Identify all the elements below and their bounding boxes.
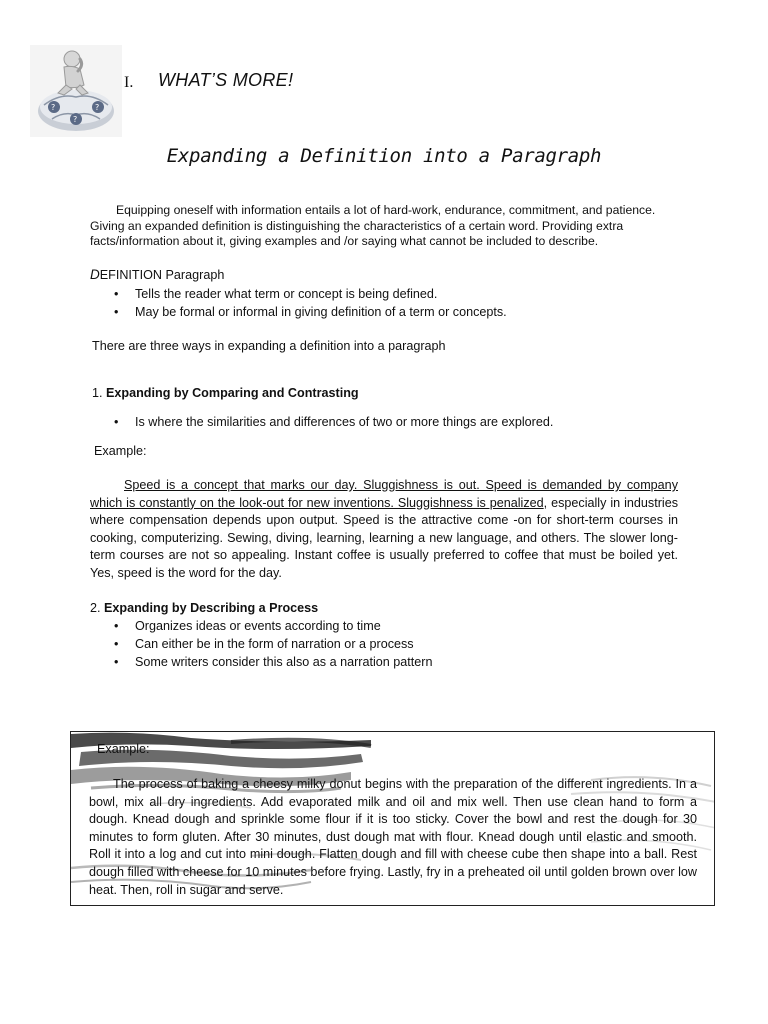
section-numeral: I. (124, 74, 134, 91)
document-title: Expanding a Definition into a Paragraph (166, 145, 602, 167)
list-item: • Can either be in the form of narration or a process (90, 635, 690, 653)
definition-heading (90, 266, 224, 284)
intro-paragraph (90, 203, 680, 250)
ways-intro-line: There are three ways in expanding a definition into a paragraph (92, 339, 446, 353)
example2-label: Example: (97, 742, 150, 756)
example1-underlined-text: Speed is a concept that marks our day. Sluggishness is out. Speed is demanded by company which is constantly on the look-out for new inventions. Sluggishness is penalized (90, 478, 678, 510)
example1-label: Example: (94, 444, 147, 458)
example1-rest-text: , especially in industries where compensation depends upon output. Speed is the attractive come -on for short-term courses in cooking, computerizing. Sewing, diving, learning, learning a new language, and others. The slower long-term courses are not so appealing. Instant coffee is usually preferred to coffee that must be boiled yet. Yes, speed is the word for the day. (90, 495, 678, 580)
example1-paragraph (90, 477, 678, 583)
section1-number: 1. (92, 386, 103, 400)
example2-box (70, 731, 715, 906)
list-item: • Is where the similarities and differences of two or more things are explored. (90, 413, 690, 431)
svg-text:?: ? (95, 103, 100, 112)
section2-number: 2. (90, 601, 101, 615)
intro-text: Equipping oneself with information entails a lot of hard-work, endurance, commitment, and patience. Giving an expanded definition is distinguishing the characteristics of a certain word. Providing extra facts/information about it, giving examples and /or saying what cannot be included to describe. (90, 203, 656, 248)
section2-bullet-list (90, 617, 690, 671)
example2-text: The process of baking a cheesy milky donut begins with the preparation of the different ingredients. In a bowl, mix all dry ingredients. Add evaporated milk and oil and mix well. Then use clean hand to form a dough. Knead dough and sprinkle some flour if it is too sticky. Cover the bowl and rest the dough for 30 minutes to form gluten. After 30 minutes, dust dough mat with flour. Knead dough until elastic and smooth. Roll it into a log and cut into mini dough. Flatten dough and fill with cheese cube then shape into a ball. Rest dough filled with cheese for 10 minutes before frying. Lastly, fry in a preheated oil until golden brown over low heat. Then, roll in sugar and serve. (89, 777, 697, 897)
section1-heading (92, 384, 359, 402)
list-item: • Some writers consider this also as a narration pattern (90, 653, 690, 671)
list-item: • May be formal or informal in giving definition of a term or concepts. (90, 303, 690, 321)
example2-paragraph (89, 776, 697, 899)
list-item: • Tells the reader what term or concept is being defined. (90, 285, 690, 303)
section1-bullet-list (90, 413, 690, 431)
section2-heading (90, 599, 318, 617)
svg-text:?: ? (73, 115, 78, 124)
thinking-figure-on-question-ball-icon (30, 45, 122, 137)
section2-heading-text: Expanding by Describing a Process (104, 601, 319, 615)
definition-heading-text: EFINITION Paragraph (99, 268, 225, 282)
definition-first-letter: D (90, 267, 100, 282)
section-title: WHAT’S MORE! (158, 70, 294, 90)
definition-bullet-list (90, 285, 690, 321)
svg-text:?: ? (51, 103, 56, 112)
section1-heading-text: Expanding by Comparing and Contrasting (106, 386, 359, 400)
list-item: • Organizes ideas or events according to time (90, 617, 690, 635)
